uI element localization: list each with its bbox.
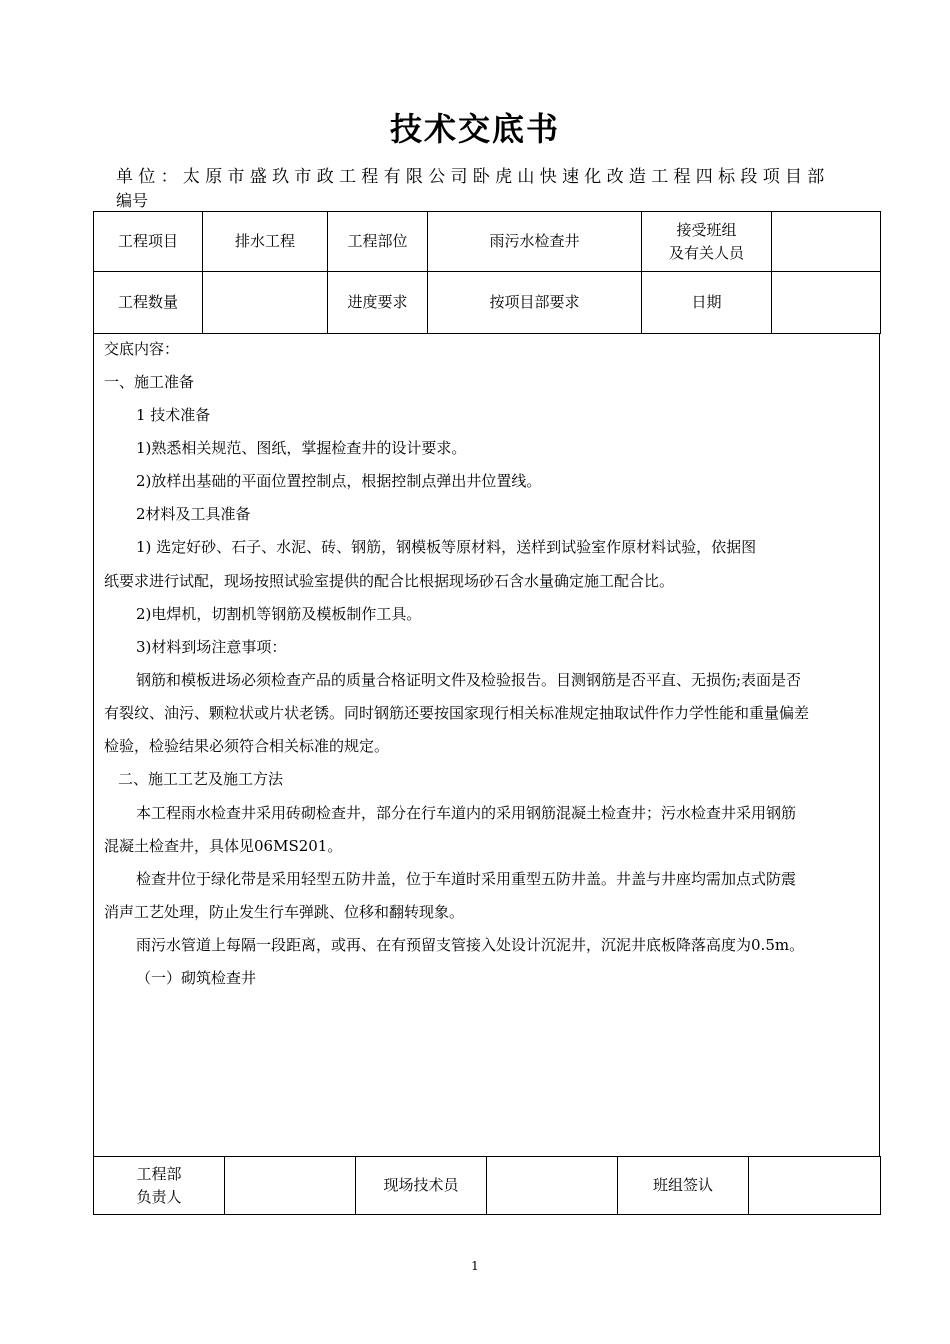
content-line: 检查井位于绿化带是采用轻型五防井盖，位于车道时采用重型五防井盖。井盖与井座均需加点式防震 [136, 870, 797, 888]
content-line: 2材料及工具准备 [136, 505, 251, 523]
content-line: 钢筋和模板进场必须检查产品的质量合格证明文件及检验报告。目测钢筋是否平直、无损伤;表面是否 [136, 671, 802, 689]
tech-signature [487, 1157, 618, 1215]
part-value: 雨污水检查井 [428, 212, 642, 272]
subsection-title: （一）砌筑检查井 [136, 969, 257, 987]
unit-line: 单位：太原市盛玖市政工程有限公司卧虎山快速化改造工程四标段项目部 [116, 167, 830, 187]
content-line: 1) 选定好砂、石子、水泥、砖、钢筋，钢模板等原材料，送样到试验室作原材料试验，依据图 [136, 538, 757, 556]
receiver-value [772, 212, 881, 272]
content-line: 1 技术准备 [136, 406, 211, 424]
content-line: 3)材料到场注意事项： [136, 638, 287, 656]
content-line: 1)熟悉相关规范、图纸，掌握检查井的设计要求。 [136, 439, 467, 457]
tech-label: 现场技术员 [356, 1157, 487, 1215]
content-line: 2)放样出基础的平面位置控制点，根据控制点弹出井位置线。 [136, 472, 542, 490]
header-row-1 [94, 212, 881, 272]
content-line: 雨污水管道上每隔一段距离，或再、在有预留支管接入处设计沉泥井，沉泥井底板降落高度为0.5m。 [136, 936, 805, 954]
date-label: 日期 [642, 272, 772, 334]
content-line: 2)电焊机，切割机等钢筋及模板制作工具。 [136, 605, 422, 623]
content-cell [93, 334, 880, 1156]
document-title: 技术交底书 [389, 110, 560, 148]
content-line: 检验，检验结果必须符合相关标准的规定。 [104, 737, 390, 755]
manager-label-line-1: 工程部 [136, 1164, 182, 1183]
quantity-value [203, 272, 328, 334]
receiver-label-line-2: 及有关人员 [668, 243, 744, 262]
section-2-title: 二、施工工艺及施工方法 [118, 770, 284, 788]
content-line: 有裂纹、油污、颗粒状或片状老锈。同时钢筋还要按国家现行相关标准规定抽取试件作力学性能和重量偏差 [104, 704, 810, 722]
receiver-label-line-1: 接受班组 [676, 220, 737, 239]
content-line: 本工程雨水检查井采用砖砌检查井，部分在行车道内的采用钢筋混凝土检查井；污水检查井采用钢筋 [136, 804, 797, 822]
team-label: 班组签认 [618, 1157, 749, 1215]
project-value: 排水工程 [203, 212, 328, 272]
receiver-label [642, 212, 772, 272]
content-line: 混凝土检查井，具体见06MS201。 [104, 837, 343, 855]
progress-label: 进度要求 [328, 272, 428, 334]
content-line: 消声工艺处理，防止发生行车弹跳、位移和翻转现象。 [104, 903, 465, 921]
date-value [772, 272, 881, 334]
progress-value: 按项目部要求 [428, 272, 642, 334]
content-heading: 交底内容： [104, 340, 180, 358]
page-number: 1 [471, 1259, 479, 1273]
part-label: 工程部位 [328, 212, 428, 272]
code-label: 编号 [116, 191, 149, 210]
manager-label [94, 1157, 225, 1215]
signature-table [93, 1156, 881, 1215]
header-table [93, 211, 881, 334]
team-signature [749, 1157, 881, 1215]
manager-signature [225, 1157, 356, 1215]
content-line: 纸要求进行试配，现场按照试验室提供的配合比根据现场砂石含水量确定施工配合比。 [104, 572, 675, 590]
signature-row [94, 1157, 881, 1215]
quantity-label: 工程数量 [94, 272, 203, 334]
section-1-title: 一、施工准备 [104, 373, 195, 391]
header-row-2 [94, 272, 881, 334]
manager-label-line-2: 负责人 [136, 1187, 182, 1206]
project-label: 工程项目 [94, 212, 203, 272]
